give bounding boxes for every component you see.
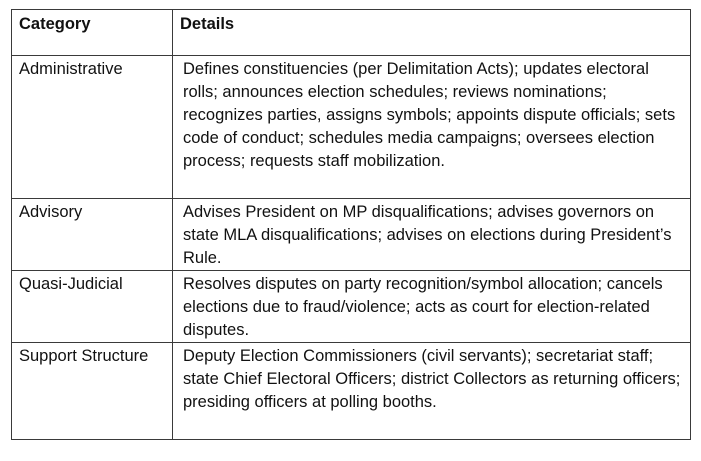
details-cell: Advises President on MP disqualifications; advises governors on state MLA disqualifications; advises on elections during President’s Rule. (173, 199, 691, 271)
header-category: Category (12, 10, 173, 56)
table-header-row (12, 10, 691, 56)
category-cell: Support Structure (12, 343, 173, 440)
header-details: Details (173, 10, 691, 56)
category-cell: Quasi-Judicial (12, 271, 173, 343)
details-cell: Deputy Election Commissioners (civil servants); secretariat staff; state Chief Electoral Officers; district Collectors as returning officers; presiding officers at polling booths. (173, 343, 691, 440)
table-row (12, 271, 691, 343)
category-cell: Advisory (12, 199, 173, 271)
functions-table (11, 9, 691, 440)
table-row (12, 343, 691, 440)
details-cell: Resolves disputes on party recognition/symbol allocation; cancels elections due to fraud/violence; acts as court for election-related disputes. (173, 271, 691, 343)
category-cell: Administrative (12, 56, 173, 199)
table-row (12, 199, 691, 271)
table-row (12, 56, 691, 199)
details-cell: Defines constituencies (per Delimitation Acts); updates electoral rolls; announces election schedules; reviews nominations; recognizes parties, assigns symbols; appoints dispute officials; sets code of conduct; schedules media campaigns; oversees election process; requests staff mobilization. (173, 56, 691, 199)
functions-table-container (11, 9, 690, 440)
